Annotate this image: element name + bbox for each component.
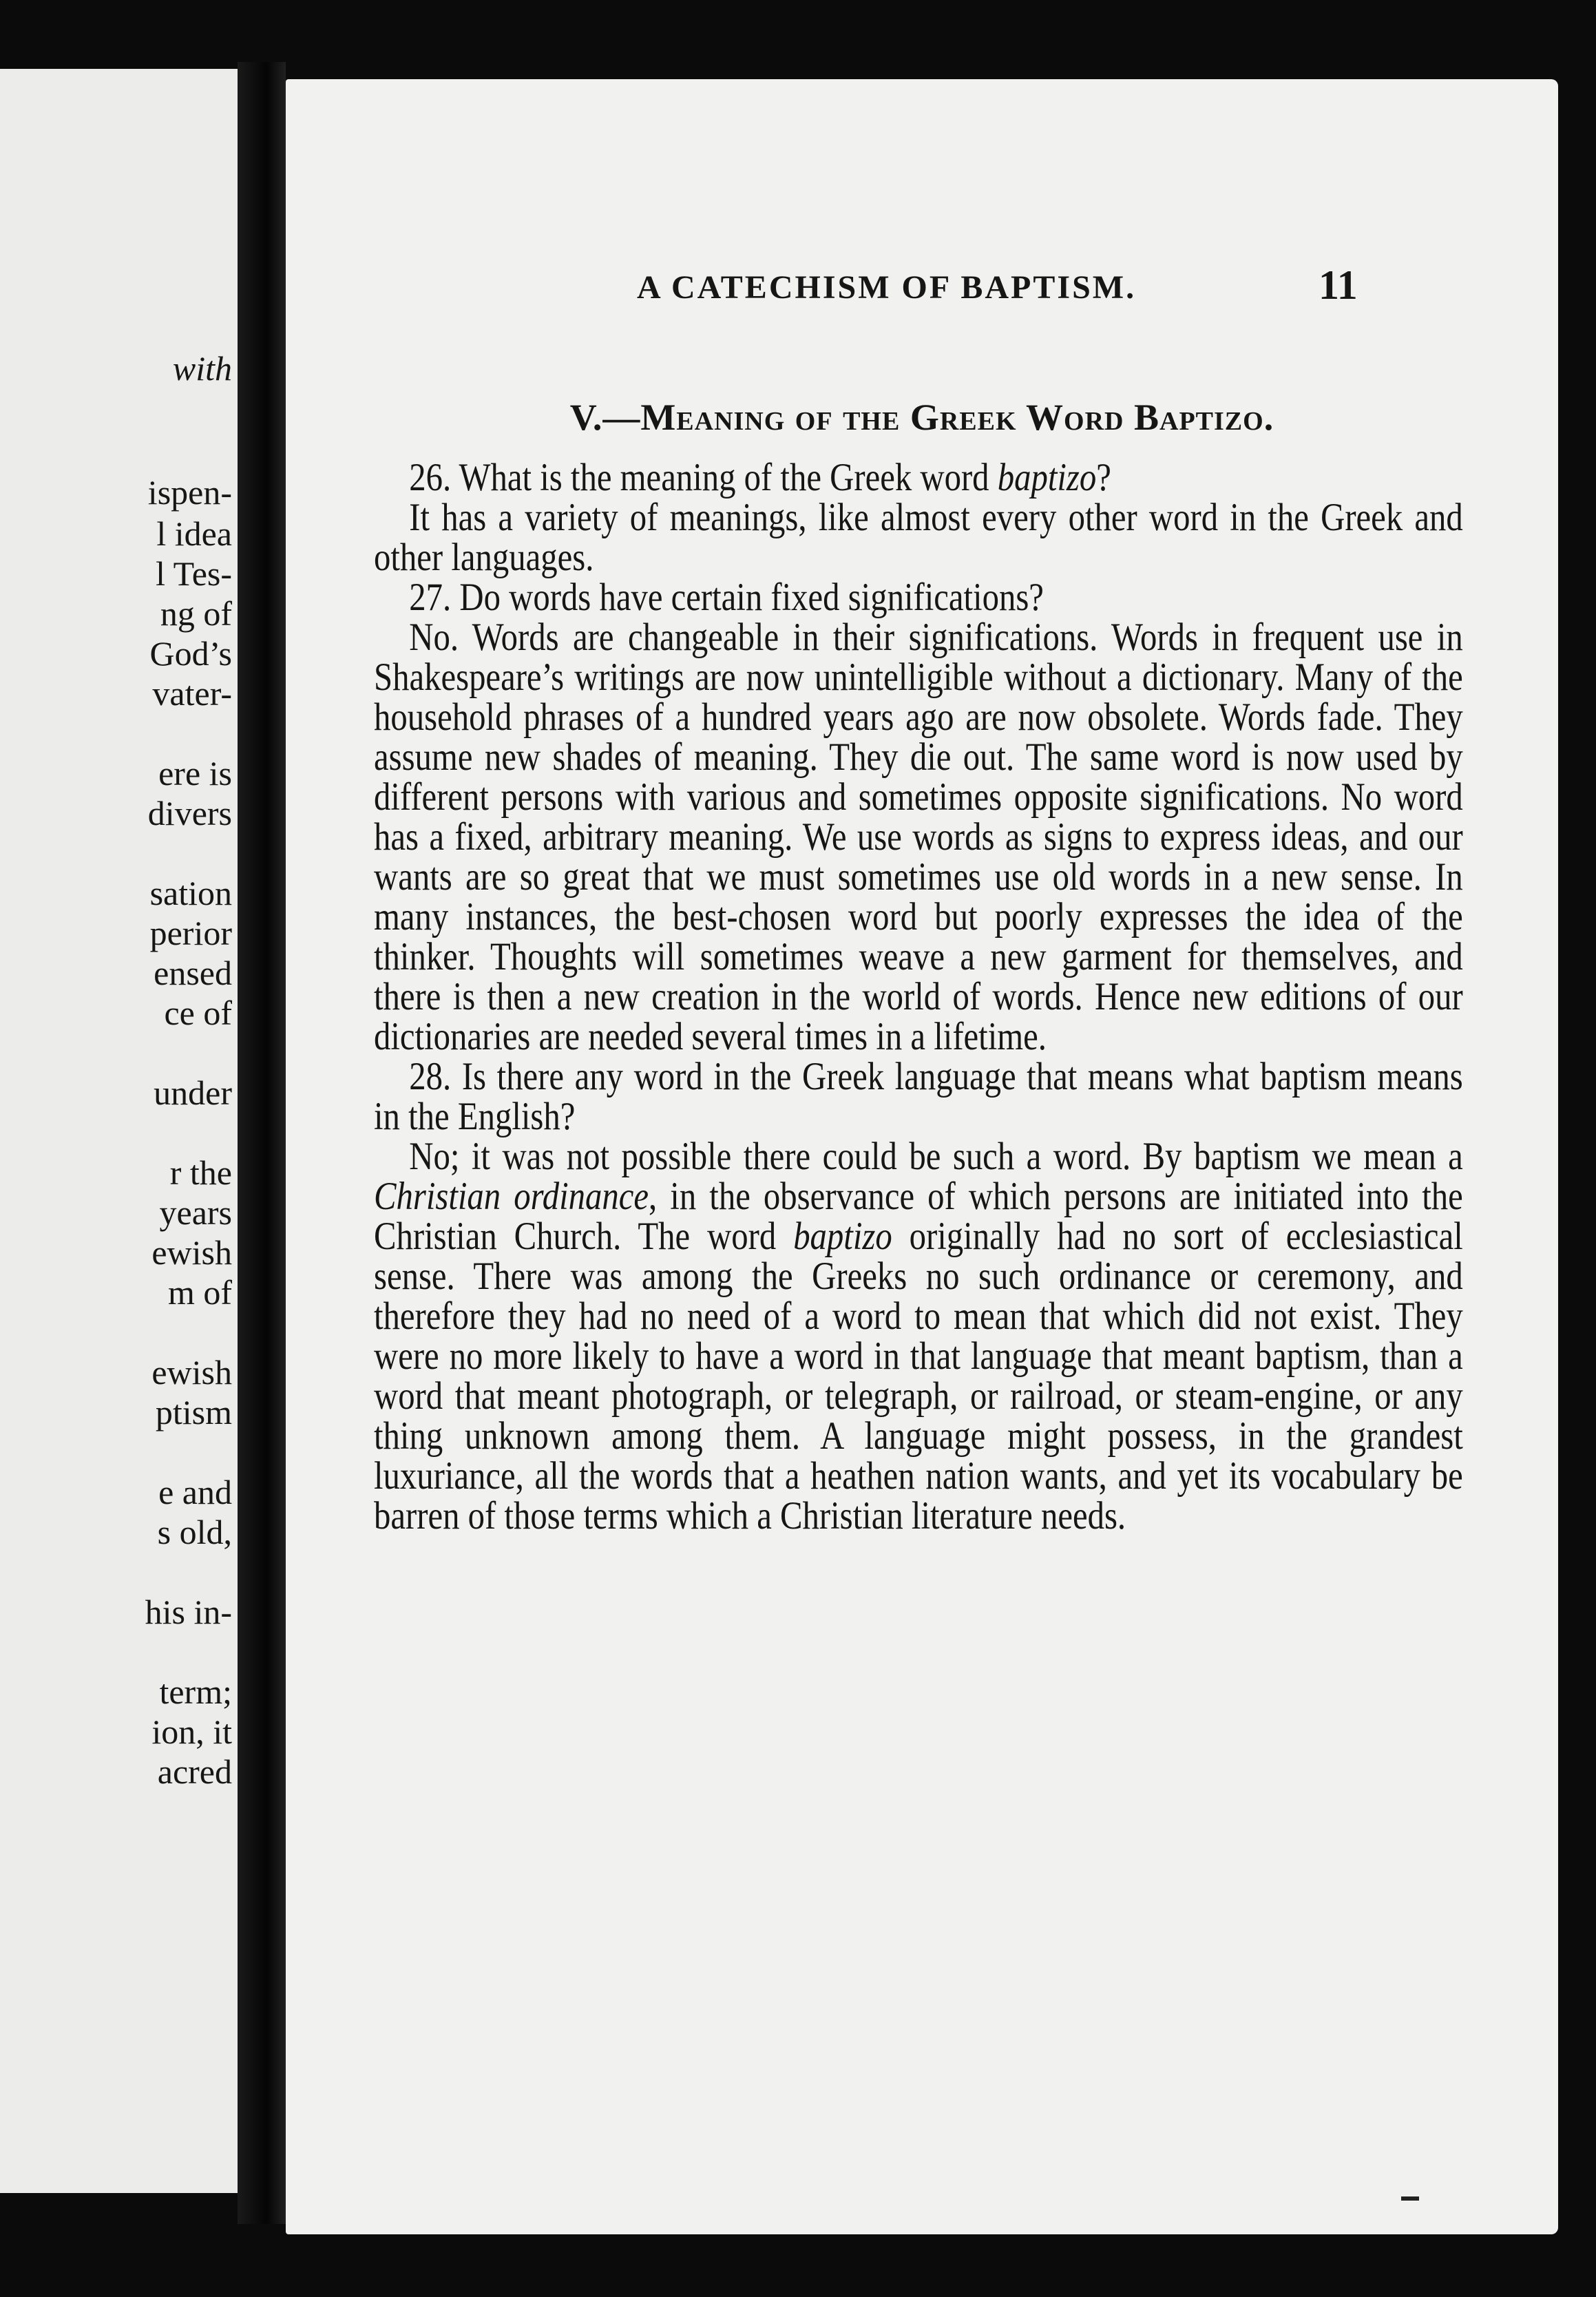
previous-page-line: ewish [151,1233,232,1272]
previous-page-line: God’s [149,634,232,673]
book-page [286,79,1558,2234]
page-number: 11 [1319,262,1358,308]
previous-page [0,69,238,2193]
previous-page-line: under [154,1073,232,1112]
previous-page-line: ce of [164,994,232,1032]
question-27: 27. Do words have certain fixed significations? [409,576,1044,619]
running-head: A CATECHISM OF BAPTISM. [637,269,1137,306]
previous-page-line: l Tes- [156,554,232,593]
previous-page-line: e and [158,1473,232,1511]
page-body [374,458,1463,1536]
book-gutter [238,62,286,2224]
previous-page-line: with [172,349,232,388]
previous-page-line: ensed [154,954,232,992]
previous-page-line: ng of [160,594,232,633]
question-28: 28. Is there any word in the Greek language that means what baptism means in the English? [374,1055,1463,1138]
previous-page-line: term; [159,1672,232,1711]
previous-page-line: r the [169,1153,232,1192]
previous-page-line: his in- [145,1593,232,1631]
previous-page-line: years [159,1193,232,1232]
previous-page-line: sation [149,874,232,912]
question-26: 26. What is the meaning of the Greek word baptizo? [409,456,1111,499]
print-mark [1401,2196,1419,2201]
previous-page-line: ion, it [151,1712,232,1751]
previous-page-line: ere is [158,754,232,793]
answer-26: It has a variety of meanings, like almost every other word in the Greek and other languages. [374,496,1463,579]
previous-page-line: s old, [157,1513,232,1551]
previous-page-line: ewish [151,1353,232,1392]
previous-page-line: vater- [152,674,232,713]
previous-page-line: m of [167,1273,232,1312]
section-title: V.—Meaning of the Greek Word Baptizo. [569,397,1274,438]
previous-page-line: divers [147,794,232,832]
previous-page-line: acred [157,1752,232,1791]
answer-28: No; it was not possible there could be such a word. By baptism we mean a Christian ordinance, in the observance of which persons are initiated into the Christian Church. The word baptizo originally had no sort of ecclesiastical sense. There was among the Greeks no such ordinance or ceremony, and therefore they had no need of a word to mean that which did not exist. They were no more likely to have a word in that language that meant baptism, than a word that meant photograph, or telegraph, or railroad, or steam-engine, or any thing unknown among them. A language might possess, in the grandest luxuriance, all the words that a heathen nation wants, and yet its vocabulary be barren of those terms which a Christian literature needs. [374,1135,1463,1538]
answer-27: No. Words are changeable in their significations. Words in frequent use in Shakespeare’s writings are now unintelligible without a dictionary. Many of the household phrases of a hundred years ago are now obsolete. Words fade. They assume new shades of meaning. They die out. The same word is now used by different persons with various and sometimes opposite significations. No word has a fixed, arbitrary meaning. We use words as signs to express ideas, and our wants are so great that we must sometimes use old words in a new sense. In many instances, the best-chosen word but poorly expresses the idea of the thinker. Thoughts will sometimes weave a new garment for themselves, and there is then a new creation in the world of words. Hence new editions of our dictionaries are needed several times in a lifetime. [374,616,1463,1058]
previous-page-line: l idea [156,514,232,553]
previous-page-line: ptism [155,1393,232,1431]
previous-page-line: perior [149,914,232,952]
previous-page-line: ispen- [147,473,232,512]
